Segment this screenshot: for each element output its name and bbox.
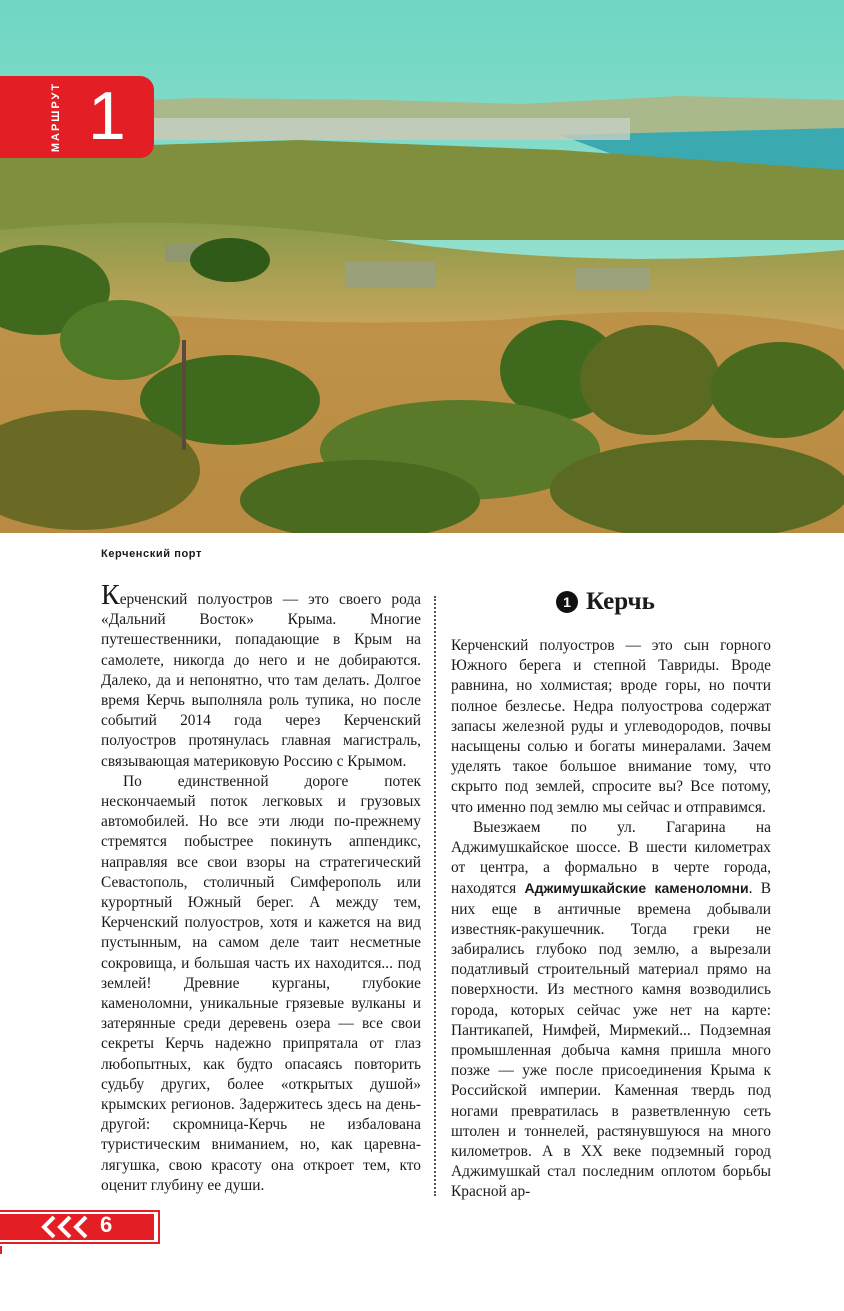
route-label: МАРШРУТ bbox=[50, 81, 62, 153]
paragraph-text: . В них еще в античные времена добывали известняк-ракушечник. Тогда греки не забирались глубоко под землю, а вырезали податливый строительный материал прямо на поверхности. Из местного камня возводились города, которых сейчас уже нет на карте: Пантикапей, Нимфей, Мирмекий... Подземная промышленная добыча камня пришла много позже — уже после присоединения Крыма к Российской империи. Каменная твердь под ногами превратилась в разветвленную сеть штолен и тоннелей, растянувшуюся на много километров. А в XX веке подземный город Аджимушкай стал последним оплотом борьбы Красной ар- bbox=[451, 880, 771, 1201]
page-footer bbox=[0, 1214, 154, 1240]
route-badge bbox=[0, 76, 154, 158]
right-column bbox=[451, 636, 771, 1203]
photo-caption: Керченский порт bbox=[101, 548, 202, 560]
route-number: 1 bbox=[88, 78, 126, 154]
place-name: Аджимушкайские каменоломни bbox=[524, 880, 749, 897]
section-heading bbox=[556, 588, 655, 616]
section-title: Керчь bbox=[586, 588, 655, 615]
paragraph bbox=[451, 818, 771, 1203]
paragraph-text: Выезжаем по ул. Гагарина на Аджимушкайское шоссе. В шести километрах от центра, а формально в черте города, находятся bbox=[451, 818, 771, 898]
page-number: 6 bbox=[100, 1212, 113, 1237]
paragraph bbox=[101, 580, 421, 772]
paragraph: Керченский полуостров — это сын горного Южного берега и степной Тавриды. Вроде равнина, но холмистая; вроде горы, но почти полное безлесье. Недра полуострова содержат запасы железной руды и углеводородов, почвы насыщены солью и богаты минералами. Зачем уделять такое большое внимание тому, что скрыто под землей, спросите вы? Все потому, что именно под землю мы сейчас и отправимся. bbox=[451, 637, 771, 816]
column-divider bbox=[434, 596, 436, 1196]
paragraph: По единственной дороге потек нескончаемый поток легковых и грузовых автомобилей. Но все эти люди по-прежнему стремятся побыстрее покинуть аппендикс, направляя все свои взоры на стратегический Севастополь, столичный Симферополь или курортный Южный берег. А между тем, Керченский полуостров, хотя и кажется на вид пустынным, на самом деле таит несметные сокровища, и большая часть их находится... под землей! Древние курганы, глубокие каменоломни, уникальные грязевые вулканы и затерянные среди деревень озера — все свои секреты Керчь надежно припрятала от глаз любопытных, как будто опасаясь повторить судьбу других, более «открытых душой» крымских регионов. Задержитесь здесь на день-другой: скромница-Керчь не избалована туристическим вниманием, но, как царевна-лягушка, свою красоту она откроет тем, кто оценит глубину ее души. bbox=[101, 772, 421, 1194]
chevrons-left-icon bbox=[40, 1214, 96, 1240]
drop-cap: К bbox=[101, 580, 120, 611]
paragraph-text: ерченский полуостров — это своего рода «Дальний Восток» Крыма. Многие путешественники, попадающие в Крым на самолете, никогда до него и не добираются. Далеко, да и непонятно, что там делать. Долгое время Керчь выполняла роль тупика, но после событий 2014 года через Керченский полуостров протянулась главная магистраль, связывающая материковую Россию с Крымом. bbox=[101, 591, 421, 770]
left-column bbox=[101, 580, 421, 1196]
footer-tick bbox=[0, 1246, 2, 1254]
section-number-badge: 1 bbox=[556, 591, 578, 613]
